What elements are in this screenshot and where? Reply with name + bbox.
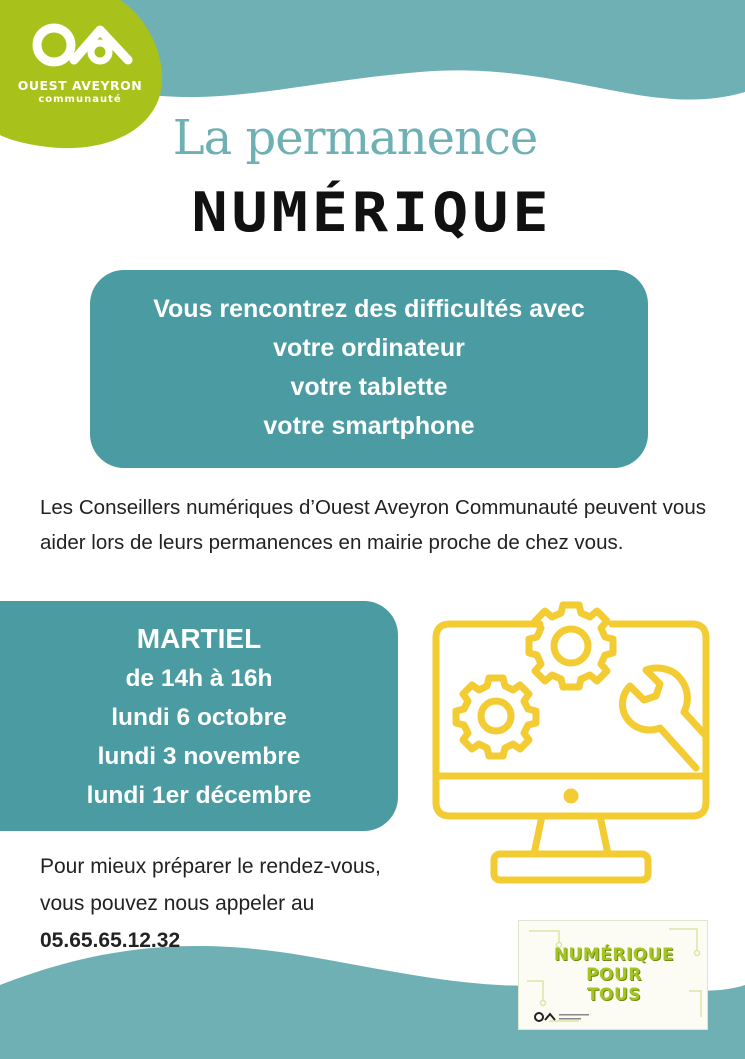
ouest-aveyron-logo: [0, 0, 170, 150]
title-script: La permanence: [172, 110, 538, 166]
contact-text: [40, 848, 430, 959]
schedule-date: lundi 3 novembre: [97, 743, 301, 770]
contact-sentence: Pour mieux préparer le rendez-vous, vous pouvez nous appeler au: [40, 855, 381, 915]
intro-box: [90, 270, 648, 468]
computer-gears-wrench-icon: [430, 596, 710, 890]
description-paragraph: Les Conseillers numériques d’Ouest Aveyron Communauté peuvent vous aider lors de leurs permanences en mairie proche de chez vous.: [40, 496, 706, 554]
intro-line: votre smartphone: [263, 412, 475, 440]
phone-number[interactable]: 05.65.65.12.32: [40, 929, 181, 952]
schedule-date: lundi 1er décembre: [86, 782, 312, 809]
badge-line: TOUS: [586, 985, 642, 1005]
ouest-aveyron-logo-icon: [0, 0, 170, 150]
intro-line: votre ordinateur: [273, 334, 465, 362]
logo-name: OUEST AVEYRON: [17, 78, 143, 93]
schedule-box: [0, 601, 398, 831]
logo-subtitle: communauté: [38, 94, 122, 105]
badge-line: POUR: [586, 965, 642, 985]
schedule-hours: de 14h à 16h: [125, 665, 273, 692]
intro-line: Vous rencontrez des difficultés avec: [153, 295, 585, 323]
small-logo-icon: [533, 1011, 593, 1023]
intro-line: votre tablette: [290, 373, 448, 401]
numerique-pour-tous-badge: [518, 920, 708, 1030]
title-main: NUMÉRIQUE: [191, 181, 553, 245]
schedule-date: lundi 6 octobre: [111, 704, 287, 731]
badge-line: NUMÉRIQUE: [553, 945, 675, 965]
schedule-city: MARTIEL: [136, 623, 262, 654]
